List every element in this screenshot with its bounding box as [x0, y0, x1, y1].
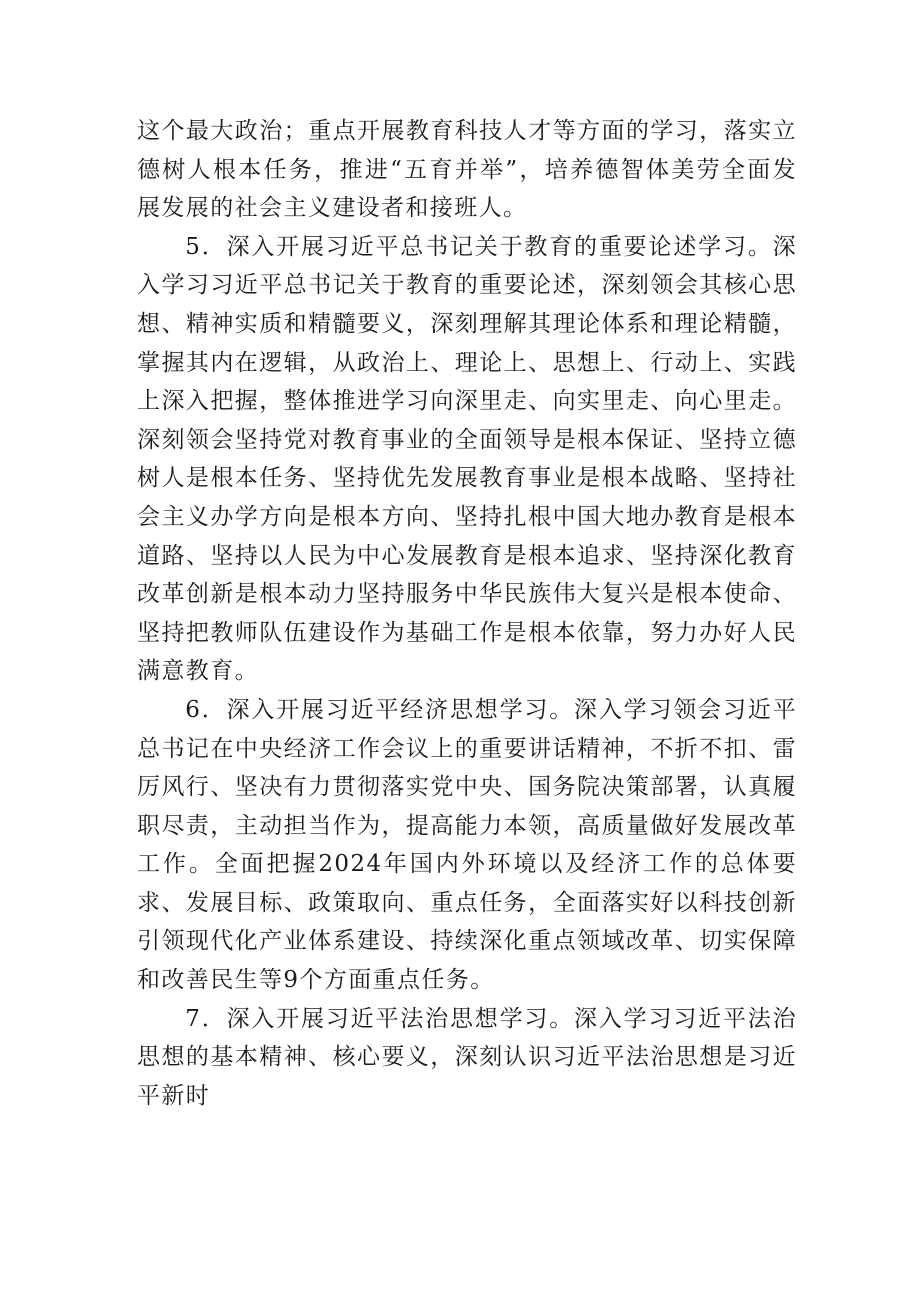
paragraph-item-6: 6．深入开展习近平经济思想学习。深入学习领会习近平总书记在中央经济工作会议上的重要讲话精神，不折不扣、雷厉风行、坚决有力贯彻落实党中央、国务院决策部署，认真履职尽责，主动担当作为，提高能力本领，高质量做好发展改革工作。全面把握2024年国内外环境以及经济工作的总体要求、发展目标、政策取向、重点任务，全面落实好以科技创新引领现代化产业体系建设、持续深化重点领域改革、切实保障和改善民生等9个方面重点任务。 [137, 696, 797, 994]
paragraph-item-5: 5．深入开展习近平总书记关于教育的重要论述学习。深入学习习近平总书记关于教育的重要论述，深刻领会其核心思想、精神实质和精髓要义，深刻理解其理论体系和理论精髓，掌握其内在逻辑，从政治上、理论上、思想上、行动上、实践上深入把握，整体推进学习向深里走、向实里走、向心里走。深刻领会坚持党对教育事业的全面领导是根本保证、坚持立德树人是根本任务、坚持优先发展教育事业是根本战略、坚持社会主义办学方向是根本方向、坚持扎根中国大地办教育是根本道路、坚持以人民为中心发展教育是根本追求、坚持深化教育改革创新是根本动力坚持服务中华民族伟大复兴是根本使命、坚持把教师队伍建设作为基础工作是根本依靠，努力办好人民满意教育。 [137, 233, 797, 685]
paragraph-continued: 这个最大政治；重点开展教育科技人才等方面的学习，落实立德树人根本任务，推进“五育并举”，培养德智体美劳全面发展发展的社会主义建设者和接班人。 [137, 118, 797, 222]
document-body [137, 112, 797, 1115]
paragraph-item-7: 7．深入开展习近平法治思想学习。深入学习习近平法治思想的基本精神、核心要义，深刻认识习近平法治思想是习近平新时 [137, 1005, 797, 1109]
